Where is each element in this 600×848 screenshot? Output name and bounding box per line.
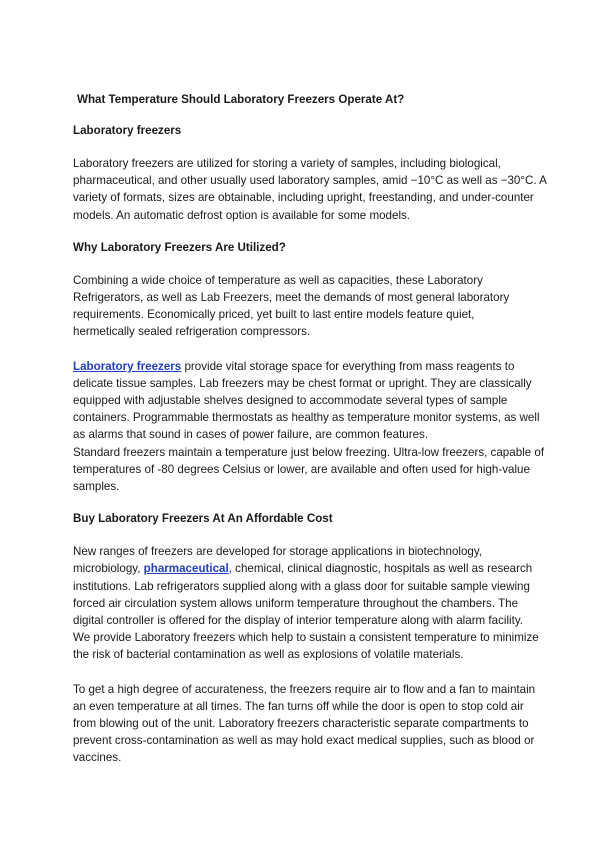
text-line: the risk of bacterial contamination as well as explosions of volatile materials. bbox=[73, 648, 464, 662]
text-line: variety of formats, sizes are obtainable, including upright, freestanding, and under-counter bbox=[73, 191, 534, 205]
paragraph-buy-2 bbox=[73, 681, 540, 767]
text-line: models. An automatic defrost option is available for some models. bbox=[73, 208, 411, 222]
section-heading-buy-affordable: Buy Laboratory Freezers At An Affordable Cost bbox=[73, 512, 333, 526]
text-fragment: provide vital storage space for everything from mass reagents to bbox=[181, 359, 515, 373]
section-heading-why-utilized: Why Laboratory Freezers Are Utilized? bbox=[73, 240, 286, 254]
laboratory-freezers-link[interactable]: Laboratory freezers bbox=[73, 359, 182, 373]
text-line: New ranges of freezers are developed for storage applications in biotechnology, bbox=[73, 545, 483, 559]
text-line: forced air circulation system allows uniform temperature throughout the chambers. The bbox=[73, 596, 519, 610]
text-line: an even temperature at all times. The fan turns off while the door is open to stop cold air bbox=[73, 699, 524, 713]
paragraph-buy-1 bbox=[73, 543, 540, 663]
text-line: pharmaceutical, and other usually used laboratory samples, amid −10°C as well as −30°C. A bbox=[73, 174, 547, 188]
text-line: Refrigerators, as well as Lab Freezers, meet the demands of most general laboratory bbox=[73, 291, 510, 305]
paragraph-why-2 bbox=[73, 358, 545, 496]
text-line: hermetically sealed refrigeration compressors. bbox=[73, 325, 311, 339]
text-line: requirements. Economically priced, yet built to last entire models feature quiet, bbox=[73, 308, 475, 322]
text-line: digital controller is offered for the display of interior temperature along with alarm facility. bbox=[73, 614, 524, 628]
text-line: delicate tissue samples. Lab freezers may be chest format or upright. They are classically bbox=[73, 376, 532, 390]
text-line: as alarms that sound in cases of power failure, are common features. bbox=[73, 428, 429, 442]
text-line: Standard freezers maintain a temperature just below freezing. Ultra-low freezers, capable of bbox=[73, 445, 545, 459]
text-fragment: , chemical, clinical diagnostic, hospitals as well as research bbox=[228, 562, 533, 576]
text-line: vaccines. bbox=[73, 751, 122, 765]
text-line: containers. Programmable thermostats as healthy as temperature monitor systems, as well bbox=[73, 411, 540, 425]
pharmaceutical-link[interactable]: pharmaceutical bbox=[143, 562, 229, 576]
text-line: from blowing out of the unit. Laboratory freezers characteristic separate compartments to bbox=[73, 717, 529, 731]
text-line: To get a high degree of accurateness, the freezers require air to flow and a fan to maintain bbox=[73, 682, 536, 696]
paragraph-why-1 bbox=[73, 272, 540, 341]
text-line bbox=[73, 560, 540, 577]
text-line: prevent cross-contamination as well as may hold exact medical supplies, such as blood or bbox=[73, 734, 535, 748]
text-line: Combining a wide choice of temperature as well as capacities, these Laboratory bbox=[73, 273, 483, 287]
text-fragment: microbiology, bbox=[73, 562, 144, 576]
text-line bbox=[73, 358, 540, 375]
paragraph-intro bbox=[73, 155, 547, 224]
text-line: equipped with adjustable shelves designed to accommodate several types of sample bbox=[73, 394, 508, 408]
section-heading-laboratory-freezers: Laboratory freezers bbox=[73, 124, 182, 137]
text-line: We provide Laboratory freezers which help to sustain a consistent temperature to minimize bbox=[73, 631, 539, 645]
text-line: samples. bbox=[73, 480, 120, 494]
document-title: What Temperature Should Laboratory Freezers Operate At? bbox=[77, 93, 405, 106]
text-line: Laboratory freezers are utilized for storing a variety of samples, including biological, bbox=[73, 157, 501, 170]
text-line: temperatures of -80 degrees Celsius or lower, are available and often used for high-value bbox=[73, 462, 530, 476]
text-line: institutions. Lab refrigerators supplied along with a glass door for suitable sample viewing bbox=[73, 579, 530, 593]
